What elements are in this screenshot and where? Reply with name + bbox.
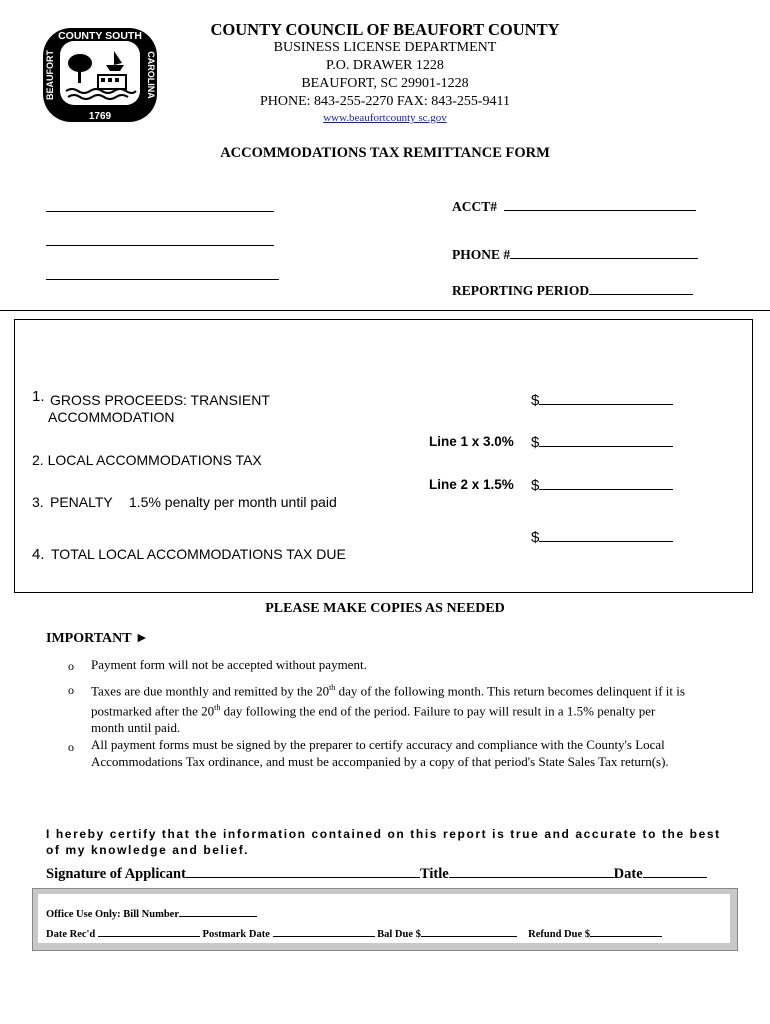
item1-amount-line[interactable] [539, 392, 673, 405]
bullet-text-part: day following the end of the period. Failure to pay will result in a 1.5% penalty per [220, 703, 656, 719]
bullet-marker: o [68, 659, 74, 673]
bullet-text-part: month until paid. [91, 719, 181, 735]
bullet-text-part: Taxes are due monthly and remitted by the 20 [91, 683, 330, 699]
bill-number-label: Bill Number [123, 909, 179, 920]
office-use-inner [38, 894, 730, 943]
phone-label: PHONE # [452, 247, 511, 262]
po-box: P.O. DRAWER 1228 [326, 58, 444, 73]
phone-line[interactable] [510, 246, 698, 259]
bal-due-line[interactable] [421, 927, 517, 937]
title-line[interactable] [449, 864, 614, 878]
superscript: th [214, 702, 221, 712]
signature-line[interactable] [186, 864, 420, 878]
county-seal-logo [40, 25, 160, 125]
bullet-text-part: day of the following month. This return becomes delinquent if it is [335, 683, 685, 699]
date-line[interactable] [643, 864, 707, 878]
bullet-marker: o [68, 740, 74, 754]
bullet-payment-required: Payment form will not be accepted without payment. [91, 657, 367, 672]
item1-label-line2: ACCOMMODATION [48, 409, 175, 425]
item4-number: 4. [32, 546, 45, 563]
office-use-row1 [46, 907, 257, 920]
date-recd-label: Date Rec'd [46, 929, 96, 940]
seal-year: 1769 [88, 111, 112, 122]
refund-due-line[interactable] [590, 927, 662, 937]
dollar-sign: $ [531, 477, 540, 494]
reporting-period-field[interactable] [452, 282, 693, 299]
dollar-sign: $ [531, 529, 540, 546]
bullet-text-part: All payment forms must be signed by the preparer to certify accuracy and compliance with the County's Local [91, 737, 665, 752]
seal-left-text: BEAUFORT [45, 50, 55, 100]
item3-amount-field[interactable] [531, 477, 673, 494]
section-divider [0, 310, 770, 311]
city-blank-line[interactable] [46, 279, 279, 280]
item2-amount-line[interactable] [539, 434, 673, 447]
acct-field[interactable] [452, 198, 696, 215]
signature-label: Signature of Applicant [46, 866, 186, 882]
item3-label: PENALTY [50, 494, 113, 510]
item1-number: 1. [32, 388, 45, 405]
item3-number: 3. [32, 494, 44, 510]
title-label: Title [419, 866, 449, 882]
line2-multiplier: Line 2 x 1.5% [429, 477, 514, 492]
bal-due-label: Bal Due $ [377, 929, 421, 940]
refund-due-label: Refund Due $ [528, 929, 590, 940]
important-heading: IMPORTANT ► [46, 631, 149, 646]
reporting-period-label: REPORTING PERIOD [452, 283, 590, 298]
acct-line[interactable] [504, 198, 696, 211]
dollar-sign: $ [531, 392, 540, 409]
office-use-box [32, 888, 738, 951]
certification-statement: I hereby certify that the information contained on this report is true and accurate to the best of my knowledge and belief. [46, 827, 721, 857]
bullet-signature-required [91, 737, 741, 770]
postmark-line[interactable] [273, 927, 375, 937]
bullet-text-part: postmarked after the 20 [91, 703, 215, 719]
city-address: BEAUFORT, SC 29901-1228 [301, 76, 469, 91]
acct-label: ACCT# [452, 199, 498, 214]
item2-amount-field[interactable] [531, 434, 673, 451]
item4-amount-field[interactable] [531, 529, 673, 546]
superscript: th [329, 683, 336, 692]
item4-label: TOTAL LOCAL ACCOMMODATIONS TAX DUE [51, 546, 346, 562]
seal-right-text: CAROLINA [146, 51, 156, 99]
seal-top-text: COUNTY SOUTH [58, 30, 142, 42]
item3-description: 1.5% penalty per month until paid [129, 494, 337, 510]
office-use-label: Office Use Only: [46, 909, 121, 920]
reporting-period-line[interactable] [589, 282, 693, 295]
department-name: BUSINESS LICENSE DEPARTMENT [273, 40, 497, 55]
page-title: COUNTY COUNCIL OF BEAUFORT COUNTY [210, 20, 560, 39]
item1-amount-field[interactable] [531, 392, 673, 409]
form-title: ACCOMMODATIONS TAX REMITTANCE FORM [220, 145, 550, 161]
item2-label: 2. LOCAL ACCOMMODATIONS TAX [32, 452, 262, 468]
item1-label-line1: GROSS PROCEEDS: TRANSIENT [50, 392, 270, 408]
bullet-due-dates [91, 680, 741, 736]
signature-row [46, 864, 707, 883]
calculation-box [14, 319, 753, 593]
item4-amount-line[interactable] [539, 529, 673, 542]
bullet-marker: o [68, 683, 74, 697]
address-blank-line[interactable] [46, 245, 274, 246]
copies-note: PLEASE MAKE COPIES AS NEEDED [265, 601, 505, 616]
bullet-text-part: Accommodations Tax ordinance, and must be accompanied by a copy of that period's State Sales Tax return(s). [91, 753, 669, 769]
phone-fax: PHONE: 843-255-2270 FAX: 843-255-9411 [259, 94, 511, 109]
bill-number-line[interactable] [179, 907, 257, 917]
website-link[interactable]: www.beaufortcounty sc.gov [323, 112, 447, 124]
date-label: Date [613, 866, 643, 882]
date-recd-line[interactable] [98, 927, 200, 937]
phone-field[interactable] [452, 246, 698, 263]
line1-multiplier: Line 1 x 3.0% [429, 434, 514, 449]
postmark-label: Postmark Date [202, 929, 270, 940]
name-blank-line[interactable] [46, 211, 274, 212]
office-use-row2 [46, 927, 662, 940]
item3-amount-line[interactable] [539, 477, 673, 490]
dollar-sign: $ [531, 434, 540, 451]
